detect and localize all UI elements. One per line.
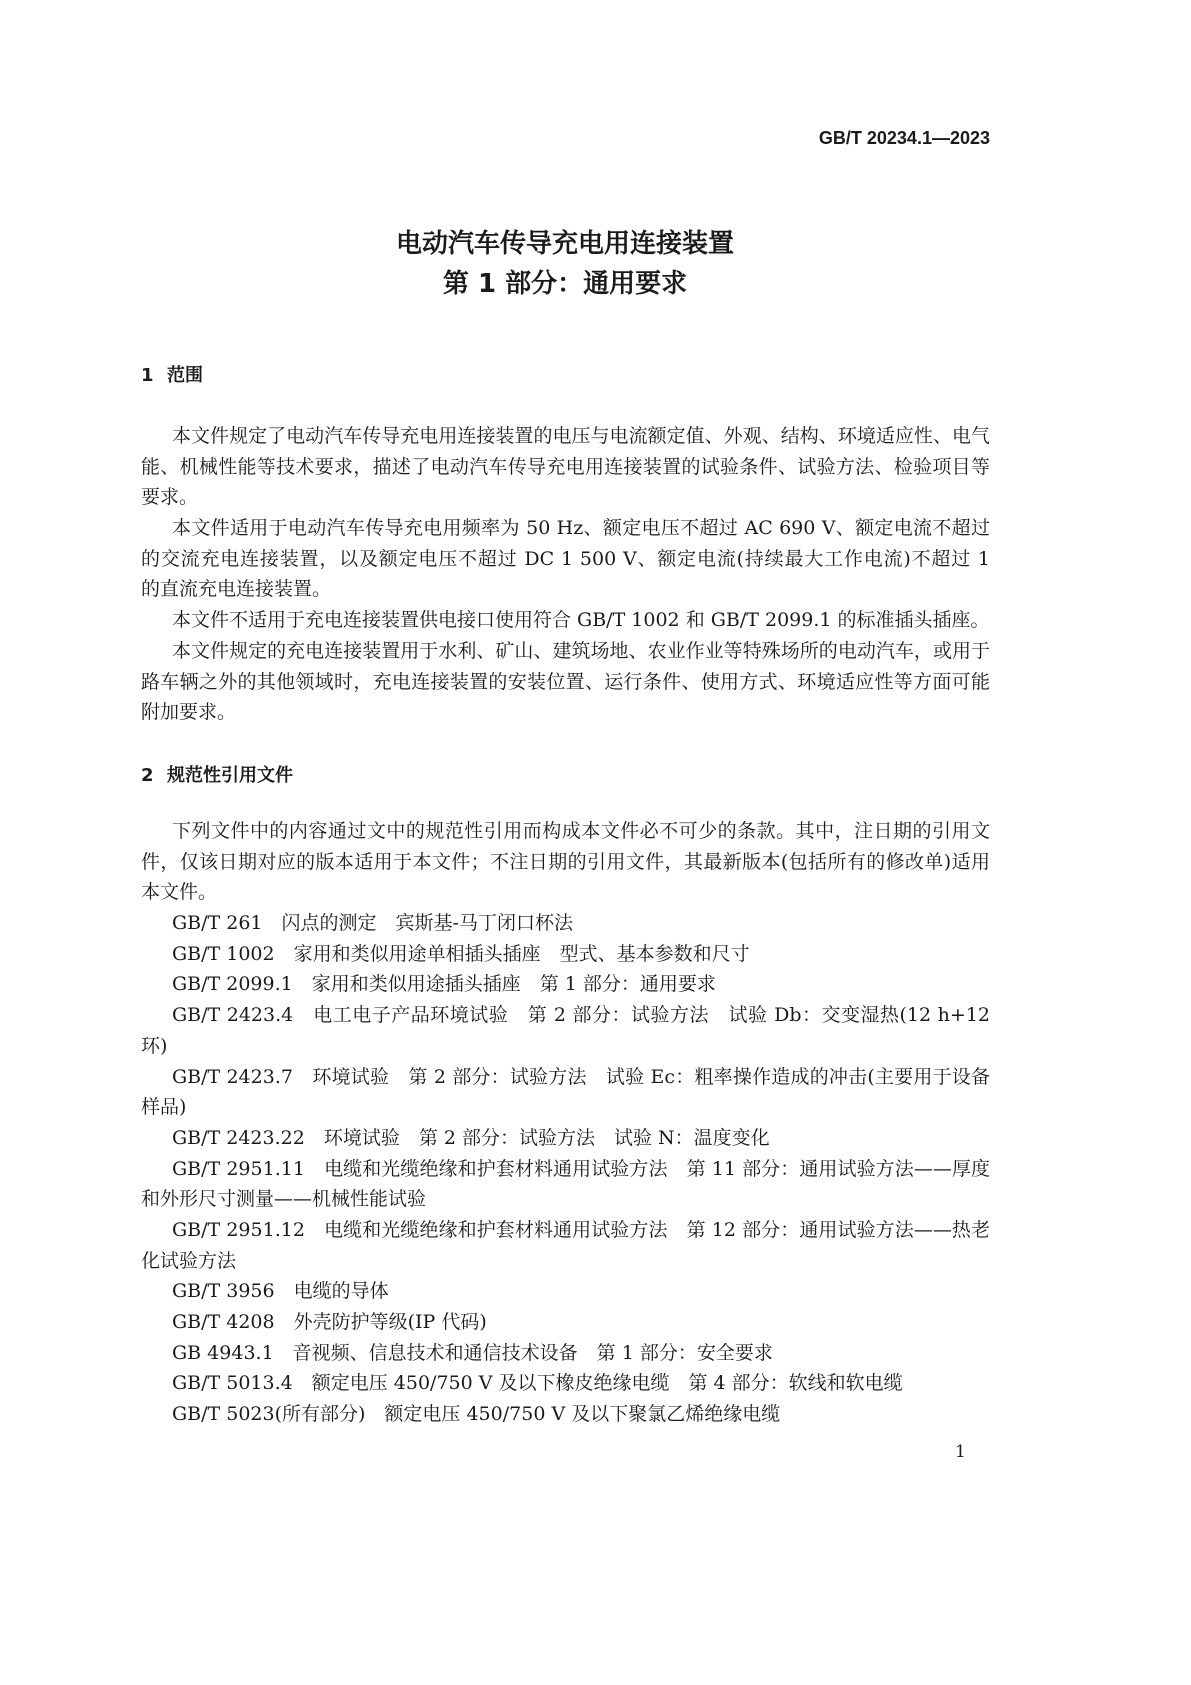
text-line: 化试验方法	[141, 1249, 237, 1272]
text-line: GB/T 2099.1 家用和类似用途插头插座 第 1 部分：通用要求	[172, 973, 716, 996]
text-line: GB/T 2951.12 电缆和光缆绝缘和护套材料通用试验方法 第 12 部分：通用试验方法——热老	[172, 1218, 990, 1241]
section-references-body	[141, 816, 990, 1430]
text-line: 附加要求。	[141, 701, 237, 724]
title-line-2: 第 1 部分：通用要求	[442, 269, 688, 299]
section-number: 2	[141, 765, 154, 786]
section-title: 范围	[167, 365, 203, 386]
title-line-1: 电动汽车传导充电用连接装置	[395, 229, 734, 259]
text-line: GB 4943.1 音视频、信息技术和通信技术设备 第 1 部分：安全要求	[172, 1341, 773, 1364]
section-number: 1	[141, 365, 154, 386]
text-line: 的直流充电连接装置。	[141, 578, 332, 601]
text-line: 样品)	[141, 1096, 187, 1119]
text-line: 件，仅该日期对应的版本适用于本文件；不注日期的引用文件，其最新版本(包括所有的修改单)适用	[141, 850, 990, 873]
section-heading-scope	[141, 361, 203, 387]
text-line: GB/T 2423.4 电工电子产品环境试验 第 2 部分：试验方法 试验 Db：交变湿热(12 h+12	[172, 1004, 990, 1027]
text-line: 和外形尺寸测量——机械性能试验	[141, 1188, 427, 1211]
text-line: GB/T 4208 外壳防护等级(IP 代码)	[172, 1311, 487, 1333]
text-line: 本文件规定了电动汽车传导充电用连接装置的电压与电流额定值、外观、结构、环境适应性、电气	[172, 425, 990, 447]
text-line: GB/T 2951.11 电缆和光缆绝缘和护套材料通用试验方法 第 11 部分：通用试验方法——厚度	[172, 1157, 990, 1180]
text-line: 能、机械性能等技术要求，描述了电动汽车传导充电用连接装置的试验条件、试验方法、检验项目等	[141, 455, 990, 478]
page-number: 1	[955, 1442, 966, 1462]
text-line: 本文件适用于电动汽车传导充电用频率为 50 Hz、额定电压不超过 AC 690 V、额定电流不超过	[172, 517, 990, 540]
section-heading-normative-references	[141, 761, 293, 787]
text-line: 下列文件中的内容通过文中的规范性引用而构成本文件必不可少的条款。其中，注日期的引用文	[172, 820, 990, 842]
text-line: GB/T 3956 电缆的导体	[172, 1280, 389, 1303]
standard-code-header: GB/T 20234.1—2023	[818, 128, 990, 148]
text-line: 要求。	[141, 486, 199, 509]
text-line: GB/T 2423.22 环境试验 第 2 部分：试验方法 试验 N：温度变化	[172, 1126, 770, 1149]
text-line: 本文件规定的充电连接装置用于水利、矿山、建筑场地、农业作业等特殊场所的电动汽车，或用于	[172, 639, 990, 662]
text-line: GB/T 261 闪点的测定 宾斯基-马丁闭口杯法	[172, 912, 573, 935]
text-line: GB/T 5013.4 额定电压 450/750 V 及以下橡皮绝缘电缆 第 4 部分：软线和软电缆	[172, 1372, 903, 1395]
text-line: 本文件。	[141, 881, 218, 904]
text-line: 的交流充电连接装置，以及额定电压不超过 DC 1 500 V、额定电流(持续最大工作电流)不超过 1	[141, 547, 990, 570]
section-scope-body	[141, 421, 990, 728]
text-line: GB/T 5023(所有部分) 额定电压 450/750 V 及以下聚氯乙烯绝缘电缆	[172, 1403, 781, 1426]
text-line: 本文件不适用于充电连接装置供电接口使用符合 GB/T 1002 和 GB/T 2099.1 的标准插头插座。	[172, 609, 990, 632]
text-line: 环)	[141, 1034, 168, 1057]
text-line: GB/T 2423.7 环境试验 第 2 部分：试验方法 试验 Ec：粗率操作造成的冲击(主要用于设备	[172, 1065, 990, 1088]
text-line: 路车辆之外的其他领域时，充电连接装置的安装位置、运行条件、使用方式、环境适应性等方面可能	[141, 670, 990, 693]
text-line: GB/T 1002 家用和类似用途单相插头插座 型式、基本参数和尺寸	[172, 942, 750, 965]
section-title: 规范性引用文件	[167, 765, 293, 786]
document-title	[0, 224, 1130, 304]
